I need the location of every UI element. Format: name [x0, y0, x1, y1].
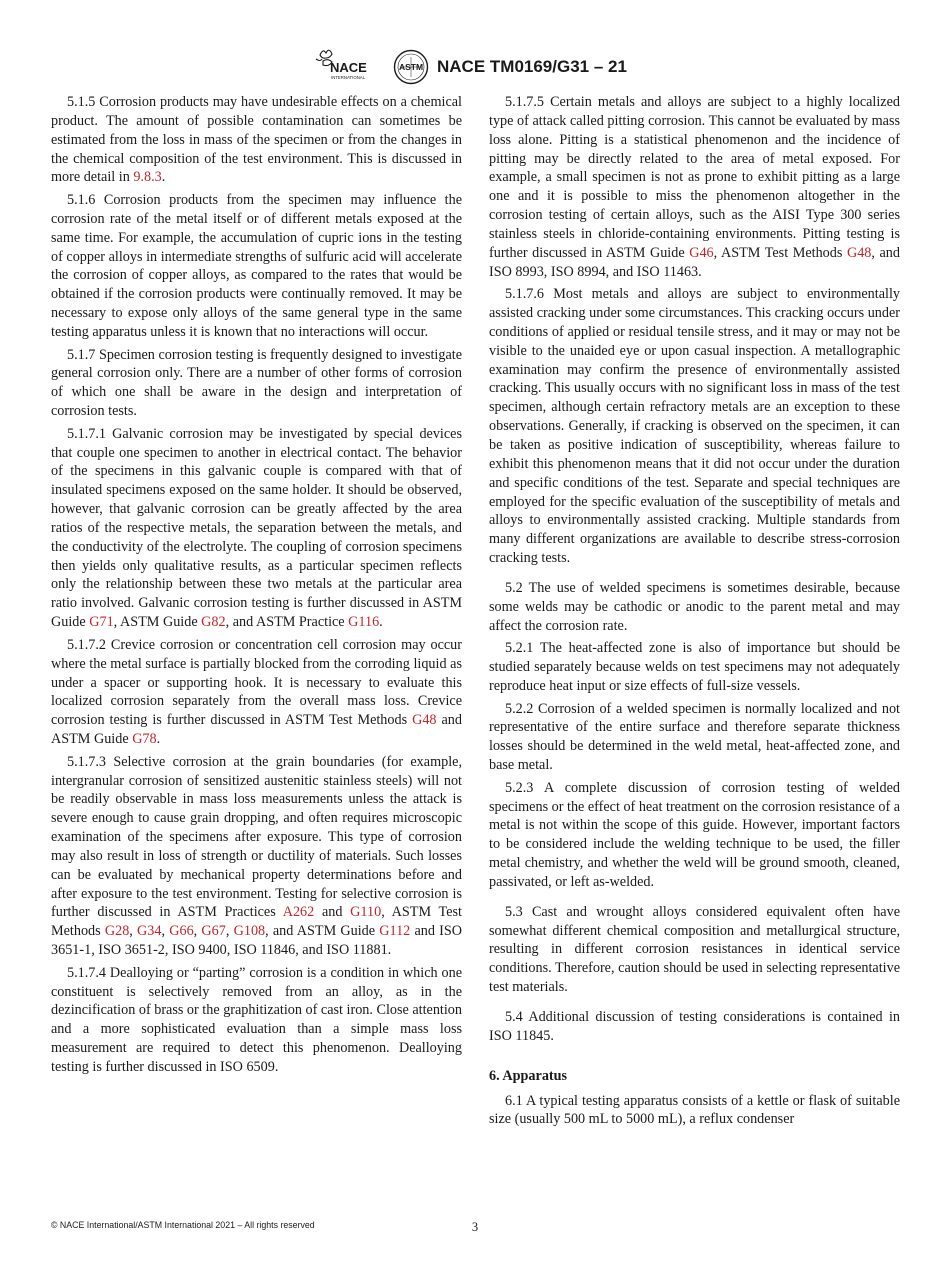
nace-logo-subtext: INTERNATIONAL	[331, 75, 366, 80]
reference-link[interactable]: G28	[104, 923, 130, 940]
paragraph-5-2: 5.2 The use of welded specimens is sometimes desirable, because some welds may be cathodic or anodic to the parent metal and may affect the corrosion rate.	[489, 579, 900, 634]
paragraph-5-1-7-5: 5.1.7.5 Certain metals and alloys are subject to a highly localized type of attack called pitting corrosion. This cannot be evaluated by mass loss alone. Pitting is a statistical phenomenon and the incidence of pitting may be directly related to the area of metal exposed. For example, a small specimen is not as prone to exhibit pitting as a large one and it is possible to miss the phenomenon altogether in the corrosion testing of certain alloys, such as the AISI Type 300 series stainless steels in chloride-containing environments. Pitting testing is further discussed in ASTM Guide G46, ASTM Test Methods G48, and ISO 8993, ISO 8994, and ISO 11463.	[489, 94, 900, 280]
paragraph-5-1-7: 5.1.7 Specimen corrosion testing is frequently designed to investigate general corrosion only. There are a number of other forms of corrosion of which one shall be aware in the design and interpretation of corrosion tests.	[51, 346, 462, 420]
page-header	[0, 45, 950, 89]
reference-link[interactable]: G67	[201, 923, 226, 940]
paragraph-5-2-2: 5.2.2 Corrosion of a welded specimen is normally localized and not representative of the entire surface and therefore separate thickness losses should be determined in the weld metal, heat-affected zone, and base metal.	[489, 700, 900, 774]
reference-link[interactable]: 9.8.3	[133, 169, 162, 186]
page-number: 3	[471, 1220, 479, 1234]
paragraph-6-1: 6.1 A typical testing apparatus consists of a kettle or flask of suitable size (usually 500 mL to 5000 mL), a reflux condenser	[489, 1092, 900, 1128]
copyright-notice: © NACE International/ASTM International 2021 – All rights reserved	[51, 1220, 315, 1230]
reference-link[interactable]: G48	[412, 712, 437, 729]
reference-link[interactable]: G116	[348, 614, 380, 631]
paragraph-5-2-1: 5.2.1 The heat-affected zone is also of importance but should be studied separately because welds on test specimens may not adequately reproduce heat input or size effects of full-size vessels.	[489, 640, 900, 694]
paragraph-5-1-7-3: 5.1.7.3 Selective corrosion at the grain boundaries (for example, intergranular corrosion of sensitized austenitic stainless steels) will not be readily observable in mass loss measurements unless the attack is severe enough to cause grain dropping, and often requires microscopic examination of the specimens after exposure. This type of corrosion may also result in loss of strength or ductility of materials. Such losses can be evaluated by mechanical property determinations before and after exposure to the test environment. Testing for selective corrosion is further discussed in ASTM Practices A262 and G110, ASTM Test Methods G28, G34, G66, G67, G108, and ASTM Guide G112 and ISO 3651-1, ISO 3651-2, ISO 9400, ISO 11846, and ISO 11881.	[51, 753, 463, 959]
astm-logo-text: ASTM	[398, 62, 424, 72]
left-column	[51, 93, 462, 1081]
paragraph-5-1-7-6: 5.1.7.6 Most metals and alloys are subject to environmentally assisted cracking under some circumstances. This cracking occurs under conditions of applied or residual tensile stress, and it may or may not be visible to the unaided eye or upon casual inspection. A metallographic examination may confirm the presence of environmentally assisted cracking. This usually occurs with no significant loss in mass of the test specimen, although certain refractory metals are an exception to these observations. Generally, if cracking is observed on the specimen, it can be taken as positive indication of susceptibility, whereas failure to exhibit this phenomenon means that it did not occur under the duration and specific conditions of the test. Separate and special techniques are employed for the specific evaluation of the susceptibility of metals and alloys to environmentally assisted cracking. Multiple standards from many different organizations are available to describe stress-corrosion cracking tests.	[489, 286, 900, 567]
paragraph-5-1-6: 5.1.6 Corrosion products from the specimen may influence the corrosion rate of the metal itself or of different metals exposed at the same time. For example, the accumulation of cupric ions in the testing of copper alloys in intermediate strengths of sulfuric acid will accelerate the corrosion of copper alloys, as compared to the rates that would be obtained if the corrosion products were continually removed. It may be necessary to expose only alloys of the same general type in the same testing apparatus unless it is known that no interactions will occur.	[51, 192, 462, 340]
reference-link[interactable]: G82	[201, 614, 226, 631]
paragraph-5-1-7-4: 5.1.7.4 Dealloying or “parting” corrosion is a condition in which one constituent is selectively removed from an alloy, as in the dezincification of brass or the graphitization of cast iron. Close attention and a more sophisticated evaluation than a simple mass loss measurement are required to detect this phenomenon. Dealloying testing is further discussed in ISO 6509.	[51, 964, 462, 1075]
astm-logo	[393, 49, 429, 85]
reference-link[interactable]: G78	[132, 731, 157, 748]
nace-logo-text: NACE	[330, 60, 367, 75]
paragraph-5-1-5: 5.1.5 Corrosion products may have undesirable effects on a chemical product. The amount of possible contamination can sometimes be estimated from the loss in mass of the specimen or from the changes in the chemical composition of the test environment. This is discussed in more detail in 9.8.3.	[51, 94, 462, 186]
reference-link[interactable]: G112	[379, 923, 411, 940]
reference-link[interactable]: G34	[137, 923, 162, 940]
reference-link[interactable]: G46	[689, 244, 714, 261]
nace-logo	[310, 45, 384, 81]
paragraph-5-2-3: 5.2.3 A complete discussion of corrosion testing of welded specimens or the effect of heat treatment on the corrosion resistance of a metal is not within the scope of this guide. However, important factors to be considered include the welding technique to be used, the filler metal chemistry, and whether the weld will be ground smooth, cleaned, passivated, or left as-welded.	[489, 779, 901, 890]
reference-link[interactable]: G108	[233, 923, 266, 940]
section-6-heading: 6. Apparatus	[489, 1067, 568, 1084]
paragraph-5-1-7-2: 5.1.7.2 Crevice corrosion or concentration cell corrosion may occur where the metal surface is partially blocked from the corroding liquid as under a spacer or supporting hook. It is necessary to evaluate this localized corrosion separately from the overall mass loss. Crevice corrosion testing is further discussed in ASTM Test Methods G48 and ASTM Guide G78.	[51, 636, 462, 748]
reference-link[interactable]: G66	[169, 923, 194, 940]
paragraph-5-4: 5.4 Additional discussion of testing considerations is contained in ISO 11845.	[489, 1009, 900, 1044]
reference-link[interactable]: A262	[282, 904, 315, 921]
reference-link[interactable]: G110	[350, 904, 382, 921]
paragraph-5-1-7-1: 5.1.7.1 Galvanic corrosion may be investigated by special devices that couple one specimen to another in electrical contact. The behavior of the specimens in this galvanic couple is compared with that of insulated specimens exposed on the same holder. It should be observed, however, that galvanic corrosion can be greatly affected by the area ratios of the respective metals, the separation between the metals, and the conductivity of the electrolyte. The coupling of corrosion specimens then yields only qualitative results, as a particular specimen reflects only the relationship between these two metals at the particular area ratio involved. Galvanic corrosion testing is further discussed in ASTM Guide G71, ASTM Guide G82, and ASTM Practice G116.	[51, 425, 462, 631]
reference-link[interactable]: G71	[89, 614, 114, 631]
paragraph-5-3: 5.3 Cast and wrought alloys considered equivalent often have somewhat different chemical composition and metallurgical structure, resulting in different corrosion resistances in identical service conditions. Therefore, caution should be used in selecting representative test materials.	[489, 903, 900, 996]
right-column	[489, 93, 900, 1133]
document-title: NACE TM0169/G31 – 21	[437, 57, 627, 76]
reference-link[interactable]: G48	[846, 244, 872, 261]
